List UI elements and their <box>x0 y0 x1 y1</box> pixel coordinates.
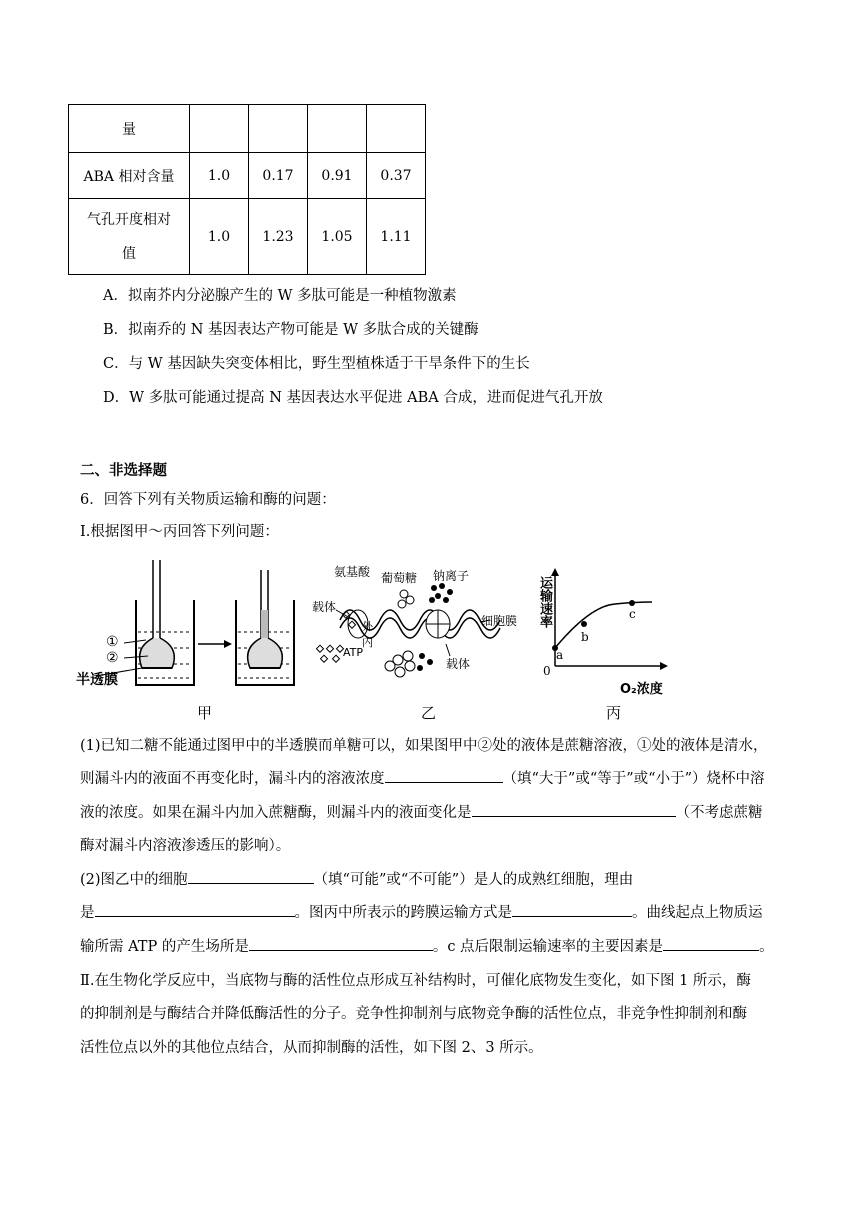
q2-line3 <box>80 935 774 956</box>
table-cell: 0.17 <box>249 153 308 199</box>
label-2: ② <box>106 650 119 666</box>
membrane-label: 半透膜 <box>76 672 118 688</box>
q1-line4: 酶对漏斗内溶液渗透压的影响）。 <box>80 838 291 854</box>
option-c: C．与 W 基因缺失突变体相比，野生型植株适于干旱条件下的生长 <box>103 356 530 372</box>
q2-text: 。c 点后限制运输速率的主要因素是 <box>432 939 664 955</box>
caption-yi: 乙 <box>421 704 437 722</box>
q2-line2 <box>80 901 763 922</box>
answer-blank[interactable] <box>472 802 676 817</box>
option-b: B．拟南乔的 N 基因表达产物可能是 W 多肽合成的关键酶 <box>103 322 479 338</box>
point-c: c <box>629 607 636 621</box>
q2-text: 。图丙中所表示的跨膜运输方式是 <box>294 905 512 921</box>
answer-blank[interactable] <box>95 902 295 917</box>
label-1: ① <box>106 634 119 650</box>
option-d: D．W 多肽可能通过提高 N 基因表达水平促进 ABA 合成，进而促进气孔开放 <box>103 390 603 406</box>
q1-line3 <box>80 801 763 822</box>
figure-yi <box>310 560 530 700</box>
question-stem: 6．回答下列有关物质运输和酶的问题： <box>80 492 336 508</box>
table-cell: 量 <box>69 105 190 153</box>
q1-line2 <box>80 767 764 788</box>
table-cell: ABA 相对含量 <box>69 153 190 199</box>
q2-line1 <box>80 868 633 889</box>
table-cell: 0.37 <box>367 153 426 199</box>
table-row <box>69 199 426 275</box>
outside-label: 外 <box>362 620 373 633</box>
glucose-label: 葡萄糖 <box>381 571 418 585</box>
q2-text: （填“可能”或“不可能”）是人的成熟红细胞，理由 <box>313 872 634 888</box>
table-cell: 1.23 <box>249 199 308 275</box>
table-row <box>69 153 426 199</box>
sodium-label: 钠离子 <box>433 569 470 583</box>
q1-text: 则漏斗内的液面不再变化时，漏斗内的溶液浓度 <box>80 771 385 787</box>
y-axis-label: 运输速率 <box>537 576 552 628</box>
table-cell: 1.0 <box>190 153 249 199</box>
amino-acid-label: 氨基酸 <box>334 565 371 579</box>
table-cell: 1.05 <box>308 199 367 275</box>
data-table <box>68 104 426 275</box>
q1-line1: (1)已知二糖不能通过图甲中的半透膜而单糖可以，如果图甲中②处的液体是蔗糖溶液，①处的液体是清水， <box>80 738 768 754</box>
part2-line3: 活性位点以外的其他位点结合，从而抑制酶的活性，如下图 2、3 所示。 <box>80 1040 543 1056</box>
point-b: b <box>581 630 589 644</box>
q2-text: 。 <box>759 939 774 955</box>
atp-label: ATP <box>343 646 364 659</box>
carrier-label-2: 载体 <box>446 657 471 671</box>
q1-text: 液的浓度。如果在漏斗内加入蔗糖酶，则漏斗内的液面变化是 <box>80 805 472 821</box>
part1-intro: Ⅰ.根据图甲～丙回答下列问题： <box>80 524 279 540</box>
table-cell <box>308 105 367 153</box>
answer-blank[interactable] <box>249 936 433 951</box>
answer-blank[interactable] <box>385 768 503 783</box>
origin-label: 0 <box>543 664 551 678</box>
option-a: A．拟南芥内分泌腺产生的 W 多肽可能是一种植物激素 <box>103 288 457 304</box>
point-a: a <box>556 648 564 662</box>
table-cell <box>190 105 249 153</box>
row-label-line1: 气孔开度相对 <box>87 211 171 228</box>
table-cell <box>69 199 190 275</box>
x-axis-label: O₂浓度 <box>620 682 663 697</box>
answer-blank[interactable] <box>512 902 632 917</box>
table-cell: 0.91 <box>308 153 367 199</box>
section-title: 二、非选择题 <box>80 462 167 479</box>
table-cell: 1.11 <box>367 199 426 275</box>
q2-text: (2)图乙中的细胞 <box>80 872 188 888</box>
table-row <box>69 105 426 153</box>
answer-blank[interactable] <box>188 869 314 884</box>
carrier-label-1: 载体 <box>312 600 337 614</box>
caption-bing: 丙 <box>606 704 622 722</box>
q2-text: 。曲线起点上物质运 <box>632 905 763 921</box>
membrane-label: 细胞膜 <box>481 614 518 628</box>
row-label-line2: 值 <box>122 245 136 262</box>
inside-label: 内 <box>362 636 373 649</box>
table-cell: 1.0 <box>190 199 249 275</box>
table-cell <box>367 105 426 153</box>
table-cell <box>249 105 308 153</box>
caption-jia: 甲 <box>197 704 213 722</box>
q1-text: （不考虑蔗糖 <box>675 805 763 821</box>
q2-text: 输所需 ATP 的产生场所是 <box>80 939 249 955</box>
q1-text: （填“大于”或“等于”或“小于”）烧杯中溶 <box>502 771 765 787</box>
answer-blank[interactable] <box>663 936 759 951</box>
part2-line1: Ⅱ.在生物化学反应中，当底物与酶的活性位点形成互补结构时，可催化底物发生变化，如下图 1 所示，酶 <box>80 973 751 989</box>
q2-text: 是 <box>80 905 95 921</box>
part2-line2: 的抑制剂是与酶结合并降低酶活性的分子。竞争性抑制剂与底物竞争酶的活性位点，非竞争性抑制剂和酶 <box>80 1006 747 1022</box>
